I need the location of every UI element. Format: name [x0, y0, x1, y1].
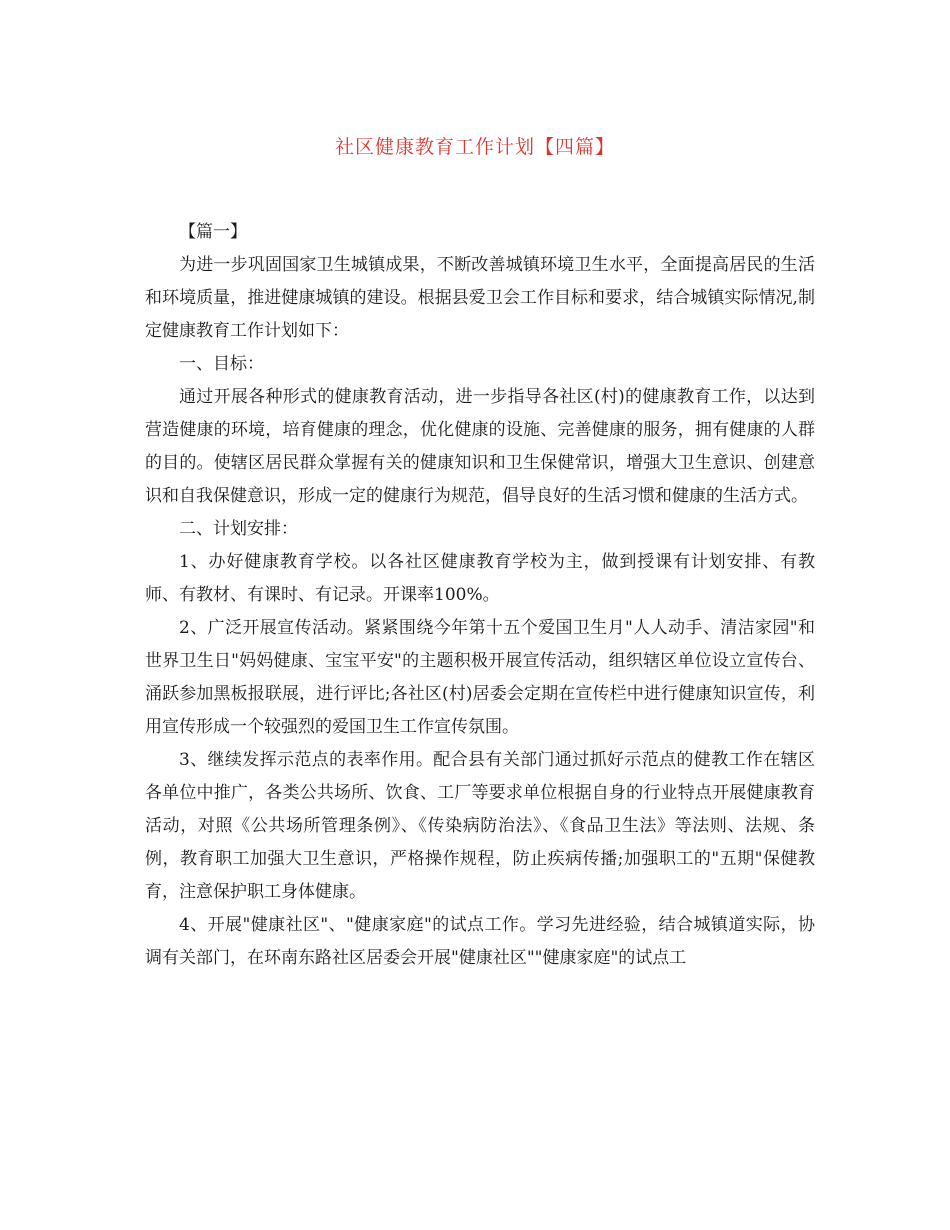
paragraph: 4、开展"健康社区"、"健康家庭"的试点工作。学习先进经验，结合城镇道实际，协调有关部门，在环南东路社区居委会开展"健康社区""健康家庭"的试点工: [145, 915, 815, 968]
section-heading: 【篇一】: [179, 222, 247, 242]
section-heading: 一、目标：: [179, 354, 264, 374]
paragraph: 为进一步巩固国家卫生城镇成果，不断改善城镇环境卫生水平，全面提高居民的生活和环境质量，推进健康城镇的建设。根据县爱卫会工作目标和要求，结合城镇实际情况,制定健康教育工作计划如下：: [145, 255, 815, 341]
document-title: 社区健康教育工作计划【四篇】: [334, 136, 615, 158]
document-body: [145, 216, 815, 975]
section-heading: 二、计划安排：: [179, 519, 298, 539]
paragraph: 通过开展各种形式的健康教育活动，进一步指导各社区(村)的健康教育工作，以达到营造健康的环境，培育健康的理念，优化健康的设施、完善健康的服务，拥有健康的人群的目的。使辖区居民群众掌握有关的健康知识和卫生保健常识，增强大卫生意识、创建意识和自我保健意识，形成一定的健康行为规范，倡导良好的生活习惯和健康的生活方式。: [145, 387, 815, 506]
paragraph: 1、办好健康教育学校。以各社区健康教育学校为主，做到授课有计划安排、有教师、有教材、有课时、有记录。开课率100%。: [145, 552, 815, 605]
paragraph: 3、继续发挥示范点的表率作用。配合县有关部门通过抓好示范点的健教工作在辖区各单位中推广，各类公共场所、饮食、工厂等要求单位根据自身的行业特点开展健康教育活动，对照《公共场所管理条例》、《传染病防治法》、《食品卫生法》等法则、法规、条例，教育职工加强大卫生意识，严格操作规程，防止疾病传播;加强职工的"五期"保健教育，注意保护职工身体健康。: [145, 750, 815, 902]
paragraph: 2、广泛开展宣传活动。紧紧围绕今年第十五个爱国卫生月"人人动手、清洁家园"和世界卫生日"妈妈健康、宝宝平安"的主题积极开展宣传活动，组织辖区单位设立宣传台、涌跃参加黑板报联展，进行评比;各社区(村)居委会定期在宣传栏中进行健康知识宣传，利用宣传形成一个较强烈的爱国卫生工作宣传氛围。: [145, 618, 815, 737]
